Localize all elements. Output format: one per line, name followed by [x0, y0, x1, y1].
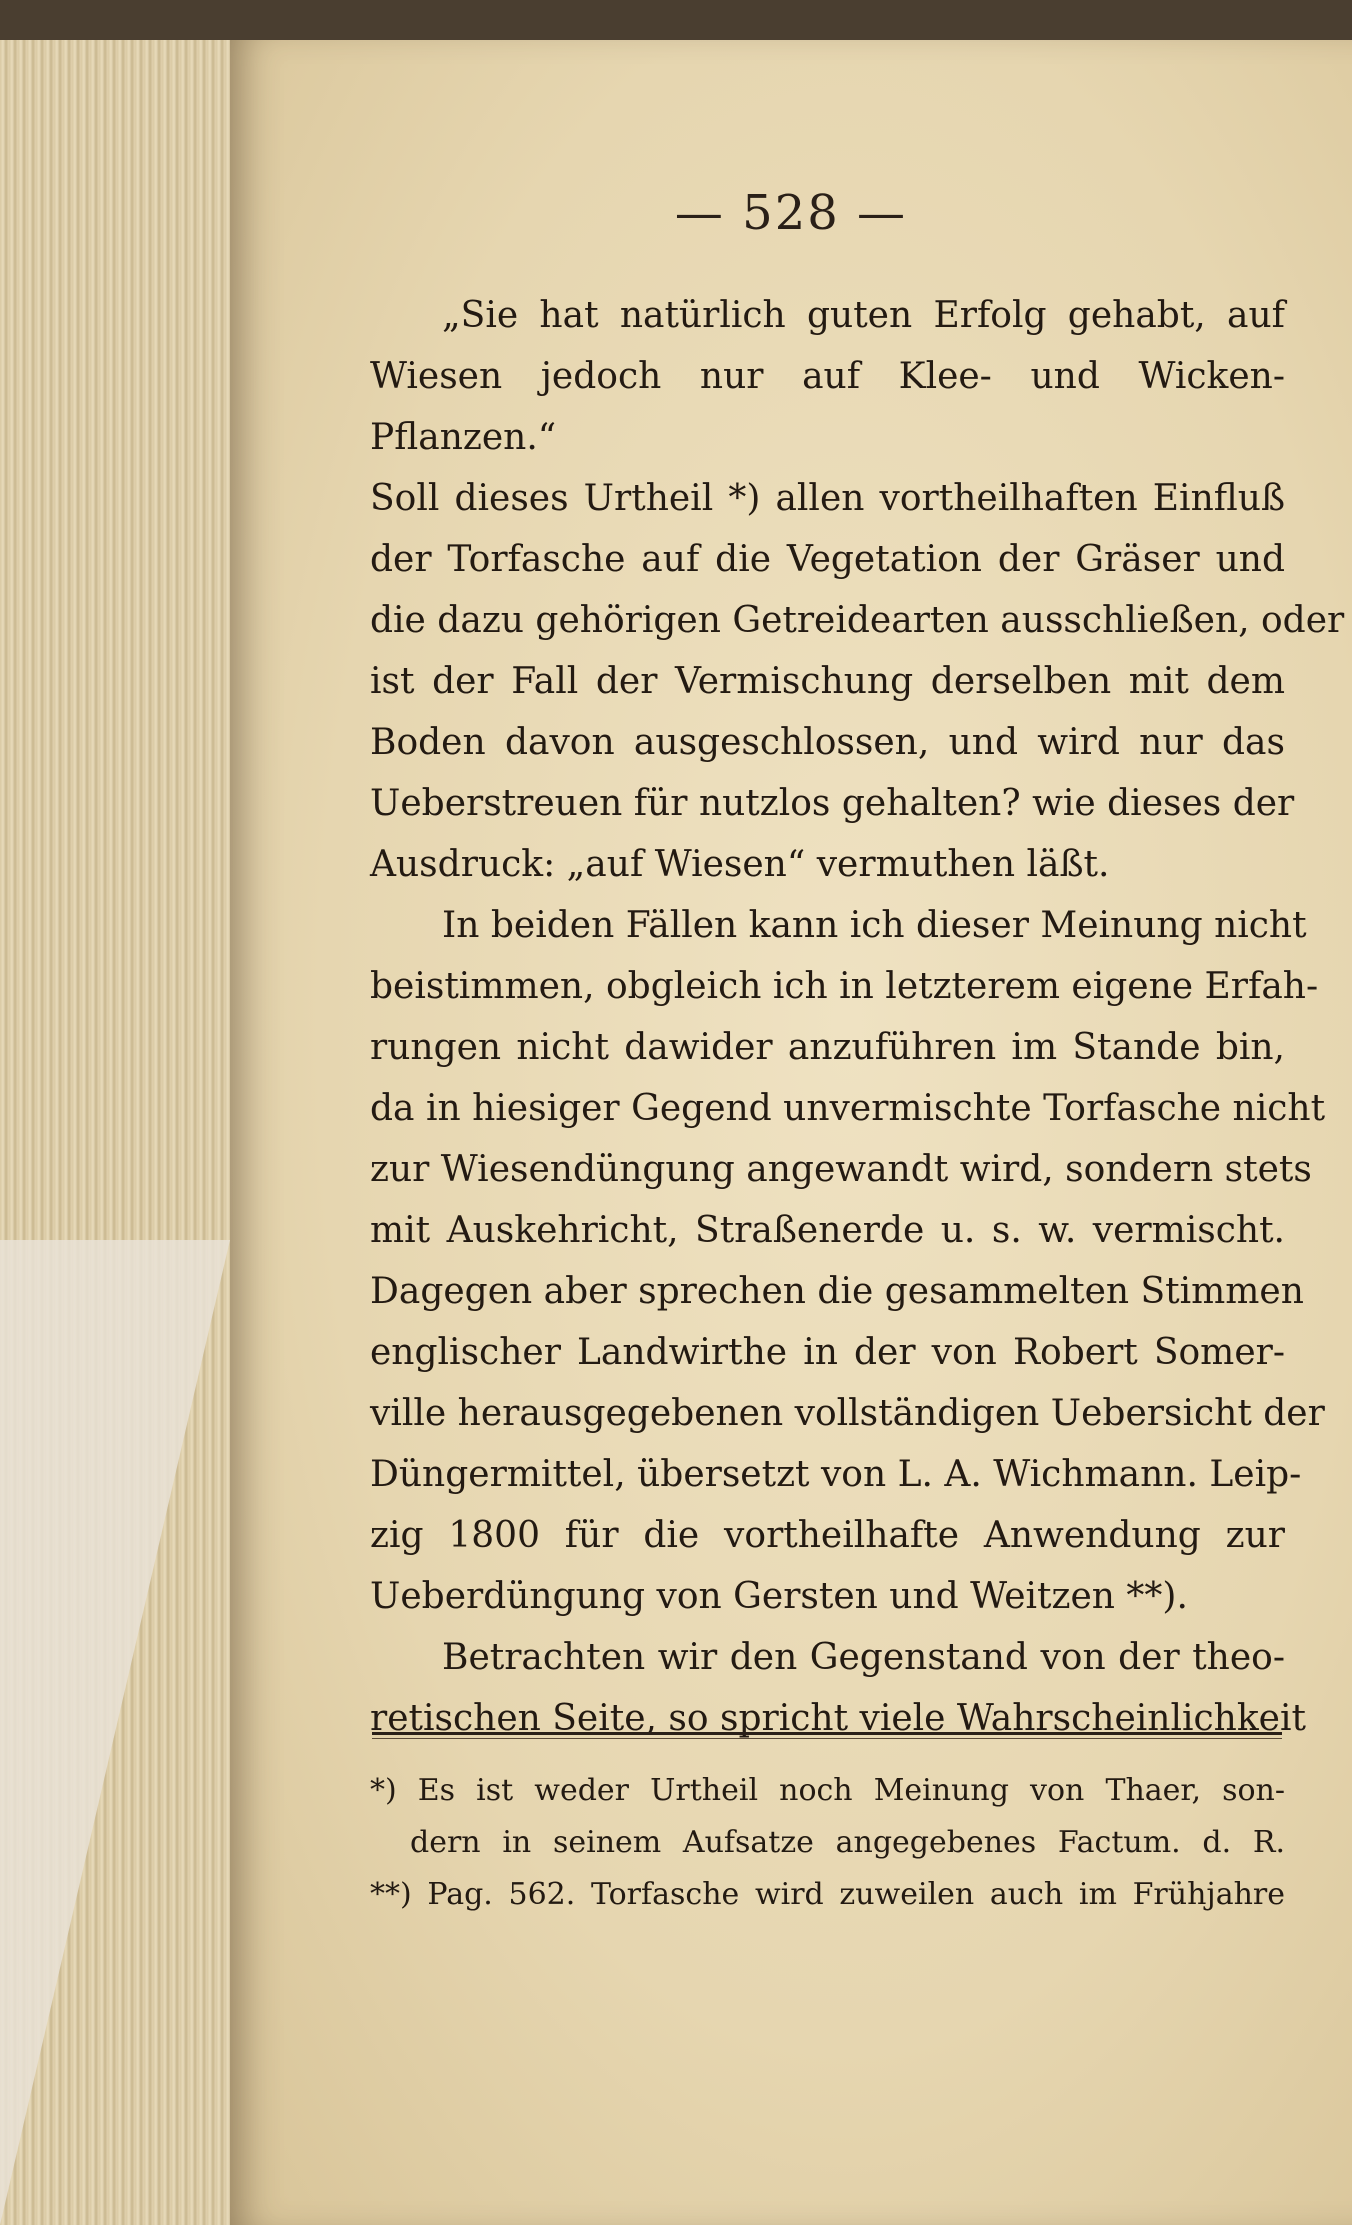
text-line: Soll dieses Urtheil *) allen vortheilhaften Einfluß	[370, 478, 1285, 519]
text-line: Boden davon ausgeschlossen, und wird nur das	[370, 722, 1285, 763]
text-line: zig 1800 für die vortheilhafte Anwendung zur	[370, 1515, 1285, 1556]
body-text	[370, 285, 1345, 1749]
text-line: Ueberstreuen für nutzlos gehalten? wie dieses der	[370, 783, 1295, 824]
text-line: „Sie hat natürlich guten Erfolg gehabt, auf	[442, 295, 1285, 336]
text-line: Wiesen jedoch nur auf Klee- und Wicken-	[370, 356, 1285, 397]
text-line: da in hiesiger Gegend unvermischte Torfasche nicht	[370, 1088, 1326, 1129]
text-line: Dagegen aber sprechen die gesammelten Stimmen	[370, 1271, 1304, 1312]
text-line: ist der Fall der Vermischung derselben mit dem	[370, 661, 1285, 702]
folded-page-corner	[0, 1240, 230, 2225]
footnotes	[370, 1765, 1285, 1921]
text-line: ville herausgegebenen vollständigen Uebersicht der	[370, 1393, 1325, 1434]
text-line: In beiden Fällen kann ich dieser Meinung nicht	[442, 905, 1307, 946]
text-line: Düngermittel, übersetzt von L. A. Wichmann. Leip-	[370, 1454, 1302, 1495]
text-line: die dazu gehörigen Getreidearten ausschließen, oder	[370, 600, 1345, 641]
text-line: beistimmen, obgleich ich in letzterem eigene Erfah-	[370, 966, 1319, 1007]
footnote-line: dern in seinem Aufsatze angegebenes Factum. d. R.	[410, 1825, 1285, 1860]
text-line: englischer Landwirthe in der von Robert Somer-	[370, 1332, 1285, 1373]
text-line: rungen nicht dawider anzuführen im Stande bin,	[370, 1027, 1285, 1068]
page-number: — 528 —	[674, 185, 908, 241]
text-line: mit Auskehricht, Straßenerde u. s. w. vermischt.	[370, 1210, 1285, 1251]
book-page	[230, 40, 1352, 2225]
text-line: retischen Seite, so spricht viele Wahrscheinlichkeit	[370, 1698, 1306, 1739]
text-line: Ausdruck: „auf Wiesen“ vermuthen läßt.	[370, 844, 1110, 885]
text-line: Pflanzen.“	[370, 417, 557, 458]
footnote-separator	[372, 1732, 1282, 1735]
text-line: der Torfasche auf die Vegetation der Gräser und	[370, 539, 1285, 580]
footnote-line: **) Pag. 562. Torfasche wird zuweilen auch im Frühjahre	[370, 1877, 1285, 1912]
footnote-line: *) Es ist weder Urtheil noch Meinung von Thaer, son-	[370, 1773, 1285, 1808]
text-line: zur Wiesendüngung angewandt wird, sondern stets	[370, 1149, 1312, 1190]
footnote-separator-thin	[372, 1738, 1282, 1739]
text-line: Ueberdüngung von Gersten und Weitzen **).	[370, 1576, 1188, 1617]
text-line: Betrachten wir den Gegenstand von der theo-	[442, 1637, 1285, 1678]
